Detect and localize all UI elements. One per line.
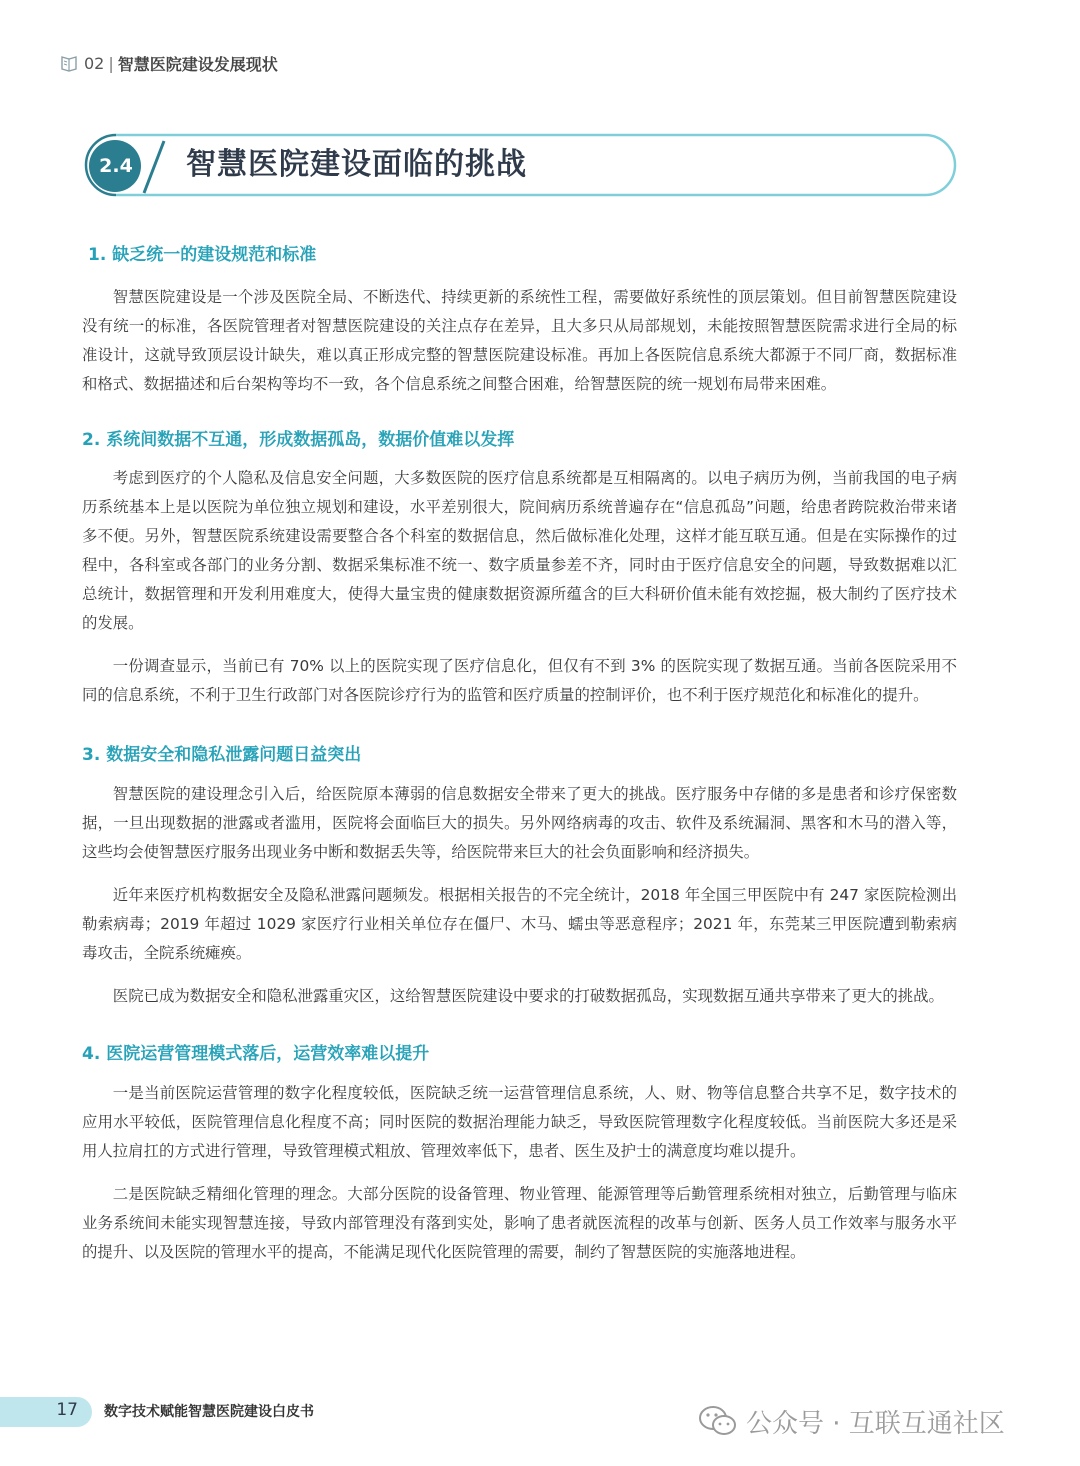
page-number-tab [0, 1397, 92, 1427]
body-content [82, 240, 957, 1267]
paragraph-8: 二是医院缺乏精细化管理的理念。大部分医院的设备管理、物业管理、能源管理等后勤管理系统相对独立，后勤管理与临床业务系统间未能实现智慧连接，导致内部管理没有落到实处，影响了患者就医流程的改革与创新、医务人员工作效率与服务水平的提升、以及医院的管理水平的提高，不能满足现代化医院管理的需要，制约了智慧医院的实施落地进程。 [82, 1185, 957, 1261]
section-number: 2.4 [99, 155, 133, 177]
section-title: 智慧医院建设面临的挑战 [186, 147, 527, 182]
subheading-1: 1. 缺乏统一的建设规范和标准 [88, 245, 317, 265]
chapter-separator: | [108, 53, 114, 73]
subheading-4: 4. 医院运营管理模式落后，运营效率难以提升 [82, 1044, 430, 1064]
page-number: 17 [56, 1400, 78, 1420]
chapter-title: 智慧医院建设发展现状 [117, 54, 278, 74]
paragraph-1: 智慧医院建设是一个涉及医院全局、不断迭代、持续更新的系统性工程，需要做好系统性的顶层策划。但目前智慧医院建设没有统一的标准，各医院管理者对智慧医院建设的关注点存在差异，且大多只从局部规划，未能按照智慧医院需求进行全局的标准设计，这就导致顶层设计缺失，难以真正形成完整的智慧医院建设标准。再加上各医院信息系统大都源于不同厂商，数据标准和格式、数据描述和后台架构等均不一致，各个信息系统之间整合困难，给智慧医院的统一规划布局带来困难。 [82, 288, 957, 393]
book-icon [60, 54, 78, 72]
chapter-header [60, 51, 278, 75]
paragraph-4: 智慧医院的建设理念引入后，给医院原本薄弱的信息数据安全带来了更大的挑战。医疗服务中存储的多是患者和诊疗保密数据，一旦出现数据的泄露或者滥用，医院将会面临巨大的损失。另外网络病毒的攻击、软件及系统漏洞、黑客和木马的潜入等，这些均会使智慧医疗服务出现业务中断和数据丢失等，给医院带来巨大的社会负面影响和经济损失。 [82, 785, 957, 861]
wechat-icon [698, 1404, 738, 1438]
paragraph-7: 一是当前医院运营管理的数字化程度较低，医院缺乏统一运营管理信息系统，人、财、物等信息整合共享不足，数字技术的应用水平较低，医院管理信息化程度不高；同时医院的数据治理能力缺乏，导致医院管理数字化程度较低。当前医院大多还是采用人拉肩扛的方式进行管理，导致管理模式粗放、管理效率低下，患者、医生及护士的满意度均难以提升。 [82, 1084, 957, 1160]
footer-book-title: 数字技术赋能智慧医院建设白皮书 [104, 1404, 314, 1420]
watermark [698, 1401, 1005, 1441]
section-banner [82, 133, 957, 197]
paragraph-2: 考虑到医疗的个人隐私及信息安全问题，大多数医院的医疗信息系统都是互相隔离的。以电子病历为例，当前我国的电子病历系统基本上是以医院为单位独立规划和建设，水平差别很大，院间病历系统普遍存在“信息孤岛”问题，给患者跨院救治带来诸多不便。另外，智慧医院系统建设需要整合各个科室的数据信息，然后做标准化处理，这样才能互联互通。但是在实际操作的过程中，各科室或各部门的业务分割、数据采集标准不统一、数字质量参差不齐，同时由于医疗信息安全的问题，导致数据难以汇总统计，数据管理和开发利用难度大，使得大量宝贵的健康数据资源所蕴含的巨大科研价值未能有效挖掘，极大制约了医疗技术的发展。 [82, 469, 957, 632]
paragraph-3: 一份调查显示，当前已有 70% 以上的医院实现了医疗信息化，但仅有不到 3% 的医院实现了数据互通。当前各医院采用不同的信息系统，不利于卫生行政部门对各医院诊疗行为的监管和医疗质量的控制评价，也不利于医疗规范化和标准化的提升。 [82, 657, 957, 704]
paragraph-5: 近年来医疗机构数据安全及隐私泄露问题频发。根据相关报告的不完全统计，2018 年全国三甲医院中有 247 家医院检测出勒索病毒；2019 年超过 1029 家医疗行业相关单位存在僵尸、木马、蠕虫等恶意程序；2021 年，东莞某三甲医院遭到勒索病毒攻击，全院系统瘫痪。 [82, 886, 957, 962]
subheading-3: 3. 数据安全和隐私泄露问题日益突出 [82, 745, 362, 765]
paragraph-6: 医院已成为数据安全和隐私泄露重灾区，这给智慧医院建设中要求的打破数据孤岛，实现数据互通共享带来了更大的挑战。 [112, 987, 944, 1005]
chapter-number: 02 [84, 53, 105, 73]
subheading-2: 2. 系统间数据不互通，形成数据孤岛，数据价值难以发挥 [82, 430, 515, 450]
watermark-text: 公众号 · 互联互通社区 [746, 1408, 1005, 1439]
